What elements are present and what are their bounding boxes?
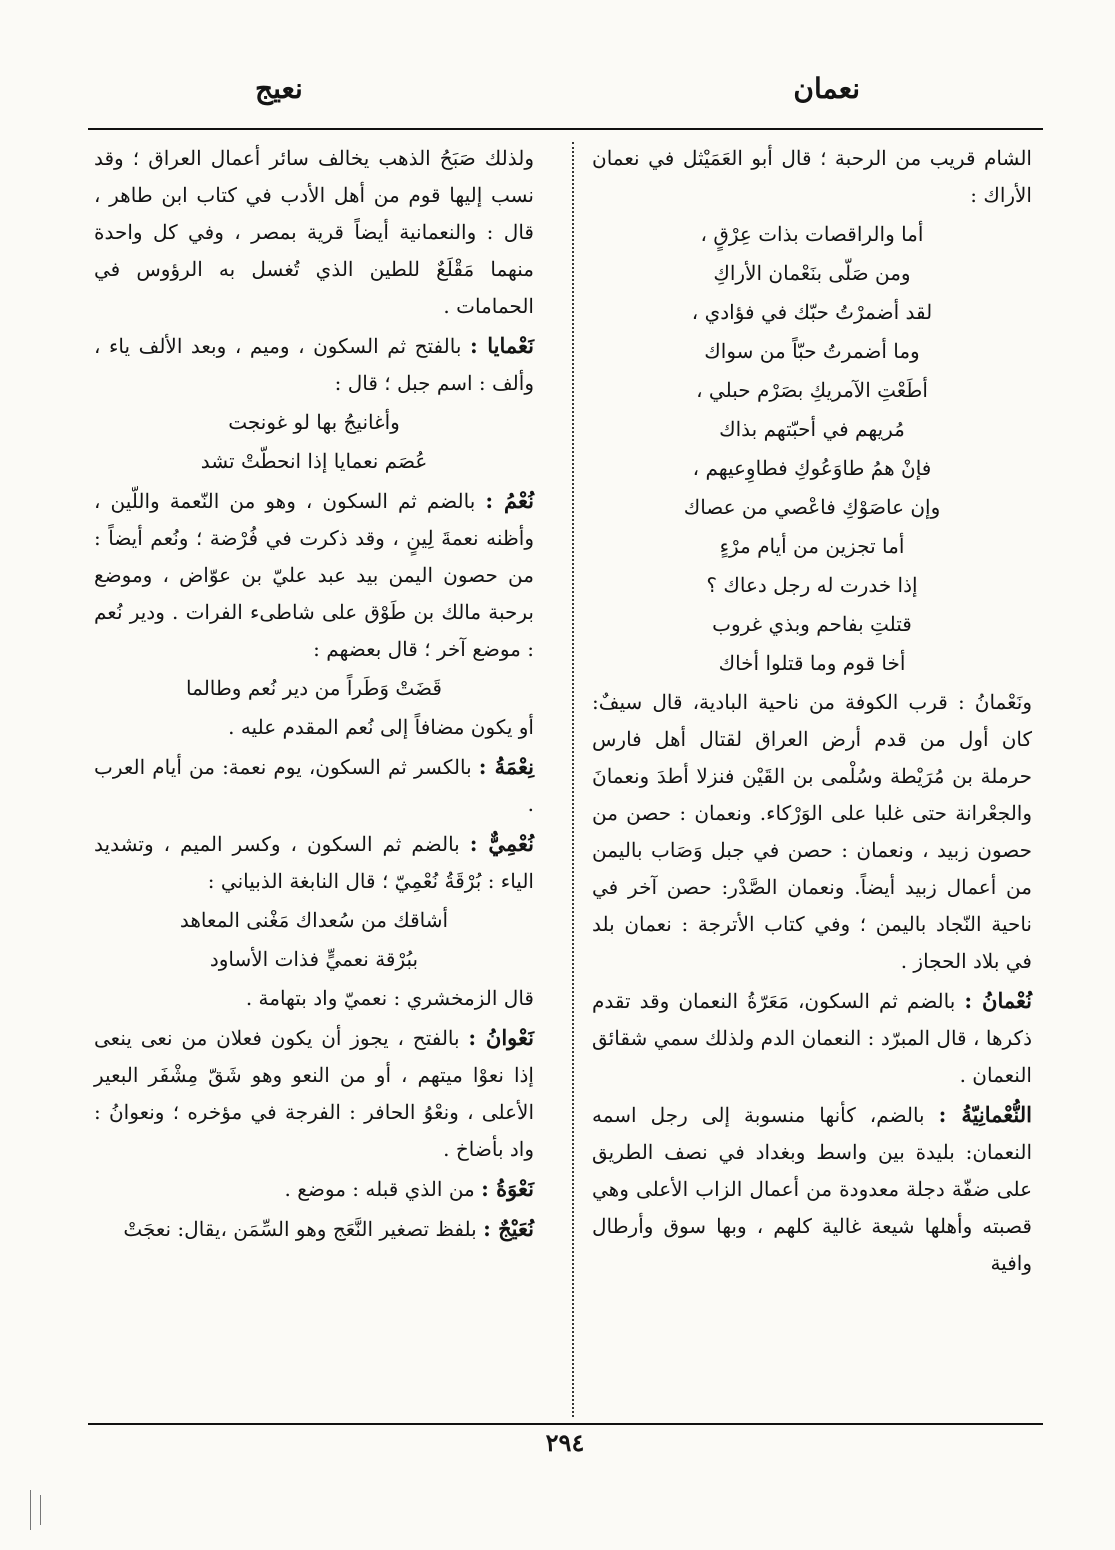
dictionary-entry <box>94 825 534 900</box>
entry-headword: النُّعْمانِيّةُ : <box>938 1102 1033 1127</box>
entry-text: بالفتح ثم السكون ، وميم ، وبعد الألف ياء ، وألف : اسم جبل ؛ قال : <box>94 334 534 395</box>
entry-headword: نَعْوَةُ : <box>481 1176 534 1201</box>
entry-headword: نُعَيْجٌ : <box>483 1216 534 1241</box>
dictionary-entry <box>94 1210 534 1248</box>
entry-text: بالفتح ، يجوز أن يكون فعلان من نعى ينعى إذا نعوْا ميتهم ، أو من النعو وهو شَقّ مِشْفَر البعير الأعلى ، ونعْوُ الحافر : الفرجة في مؤخره ؛ ونعوانُ : واد بأضاخ . <box>94 1026 534 1161</box>
verse-line: ومن صَلّى بنَعْمان الأراكِ <box>713 261 911 285</box>
page-number: ٢٩٤ <box>545 1428 585 1457</box>
dictionary-entry <box>592 1096 1032 1282</box>
verse-line: ببُرْقة نعميٍّ فذات الأساود <box>209 947 419 971</box>
bottom-rule <box>88 1423 1043 1425</box>
verse-line: قَضَتْ وَطَراً من دير نُعم وطالما <box>186 676 442 700</box>
dictionary-entry <box>94 327 534 402</box>
left-column <box>94 140 534 1250</box>
verse-line: عُصَم نعمايا إذا انحطّتْ تشد <box>200 449 428 473</box>
entry-headword: نِعْمَةُ : <box>478 754 534 779</box>
dictionary-entry <box>94 748 534 823</box>
dictionary-entry <box>94 482 534 668</box>
entry-headword: نَعْوانُ : <box>468 1025 535 1050</box>
verse-line: إذا خدرت له رجل دعاك ؟ <box>706 573 918 597</box>
entry-headword: نُعْمُ : <box>485 488 534 513</box>
verse-line: وأغانيجُ بها لو غونجت <box>228 410 400 434</box>
verse-line: أطَعْتِ الآمريكِ بصَرْم حبلي ، <box>696 378 928 402</box>
dictionary-entry <box>94 1170 534 1208</box>
column-separator <box>572 142 574 1417</box>
paragraph: أو يكون مضافاً إلى نُعم المقدم عليه . <box>228 715 534 739</box>
verse-line: لقد أضمرْتُ حبّك في فؤادي ، <box>691 300 933 324</box>
entry-text: بالضم ثم السكون، مَعَرّةُ النعمان وقد تقدم ذكرها ، قال المبرّد : النعمان الدم ولذلك سمي شقائق النعمان . <box>592 989 1032 1087</box>
entry-text: بالكسر ثم السكون، يوم نعمة: من أيام العرب . <box>94 755 534 816</box>
verse-line: وإن عاصَوْكِ فاعْصي من عصاك <box>683 495 941 519</box>
paragraph: ونَعْمانُ : قرب الكوفة من ناحية البادية، قال سيفٌ: كان أول من قدم أرض العراق لقتال أهل فارس حرملة بن مُرَيْطة وسُلْمى بن القَيْن فنزلا أطدَ ونعمانَ والجعْرانة حتى غلبا على الوَرْكاء. ونعمان : حصن من حصون زبيد ، ونعمان : حصن في جبل وَصَاب باليمن من أعمال زبيد أيضاً. ونعمان الصَّدْر: حصن آخر في ناحية النّجاد باليمن ؛ وفي كتاب الأترجة : نعمان بلد في بلاد الحجاز . <box>592 690 1032 973</box>
verse-line: أما والراقصات بذات عِرْقٍ ، <box>700 222 924 246</box>
entry-text: بلفظ تصغير النَّعَج وهو السِّمَن ،يقال: نعجَتْ <box>123 1217 477 1241</box>
paragraph: الشام قريب من الرحبة ؛ قال أبو العَمَيْثل في نعمان الأراك : <box>592 146 1032 207</box>
paragraph: ولذلك صَبَحُ الذهب يخالف سائر أعمال العراق ؛ وقد نسب إليها قوم من أهل الأدب في كتاب ابن طاهر ، قال : والنعمانية أيضاً قرية بمصر ، وفي كل واحدة منهما مَقْلَعٌ للطين الذي تُغسل به الرؤوس في الحمامات . <box>94 146 534 318</box>
paragraph: قال الزمخشري : نعميّ واد بتهامة . <box>245 986 534 1010</box>
verse-line: قتلتِ بفاحم وبذي غروب <box>712 612 912 636</box>
running-head-right: نعمان <box>793 72 860 105</box>
verse-line: أما تجزين من أيام مرْءٍ <box>719 534 905 558</box>
verse-line: وما أضمرتُ حبّاً من سواك <box>704 339 920 363</box>
top-rule <box>88 128 1043 130</box>
verse-line: مُريهم في أحبّتهم بذاك <box>719 417 905 441</box>
entry-text: بالضم، كأنها منسوبة إلى رجل اسمه النعمان: بليدة بين واسط وبغداد في نصف الطريق على ضفّة دجلة معدودة من أعمال الزاب الأعلى وهي قصبته وأهلها شيعة غالية كلهم ، وبها سوق وأرطال وافية <box>592 1103 1032 1275</box>
entry-text: بالضم ثم السكون ، وكسر الميم ، وتشديد الياء : بُرْقَةُ نُعْمِيّ ؛ قال النابغة الذبياني : <box>94 832 534 893</box>
dictionary-entry <box>592 982 1032 1094</box>
entry-headword: نُعْمِيٌّ : <box>469 831 535 856</box>
entry-text: من الذي قبله : موضع . <box>284 1177 475 1201</box>
entry-headword: نَعْمايا : <box>469 333 534 358</box>
verse-line: أخا قوم وما قتلوا أخاك <box>718 651 906 675</box>
scan-artifact <box>30 1490 31 1530</box>
entry-text: بالضم ثم السكون ، وهو من النّعمة واللّين ، وأظنه نعمةَ لِينٍ ، وقد ذكرت في فُرْضة ؛ ونُعم أيضاً : من حصون اليمن بيد عبد عليّ بن عوّاض ، وموضع برحبة مالك بن طَوْق على شاطىء الفرات . ودير نُعم : موضع آخر ؛ قال بعضهم : <box>94 489 534 661</box>
running-head-left: نعيج <box>255 72 303 105</box>
scan-artifact <box>40 1495 41 1525</box>
verse-line: أشاقك من سُعداك مَغْنى المعاهد <box>179 908 449 932</box>
dictionary-entry <box>94 1019 534 1168</box>
right-column <box>592 140 1032 1284</box>
verse-line: فإنْ همُ طاوَعُوكِ فطاوِعيهم ، <box>692 456 932 480</box>
entry-headword: نُعْمانُ : <box>964 988 1032 1013</box>
